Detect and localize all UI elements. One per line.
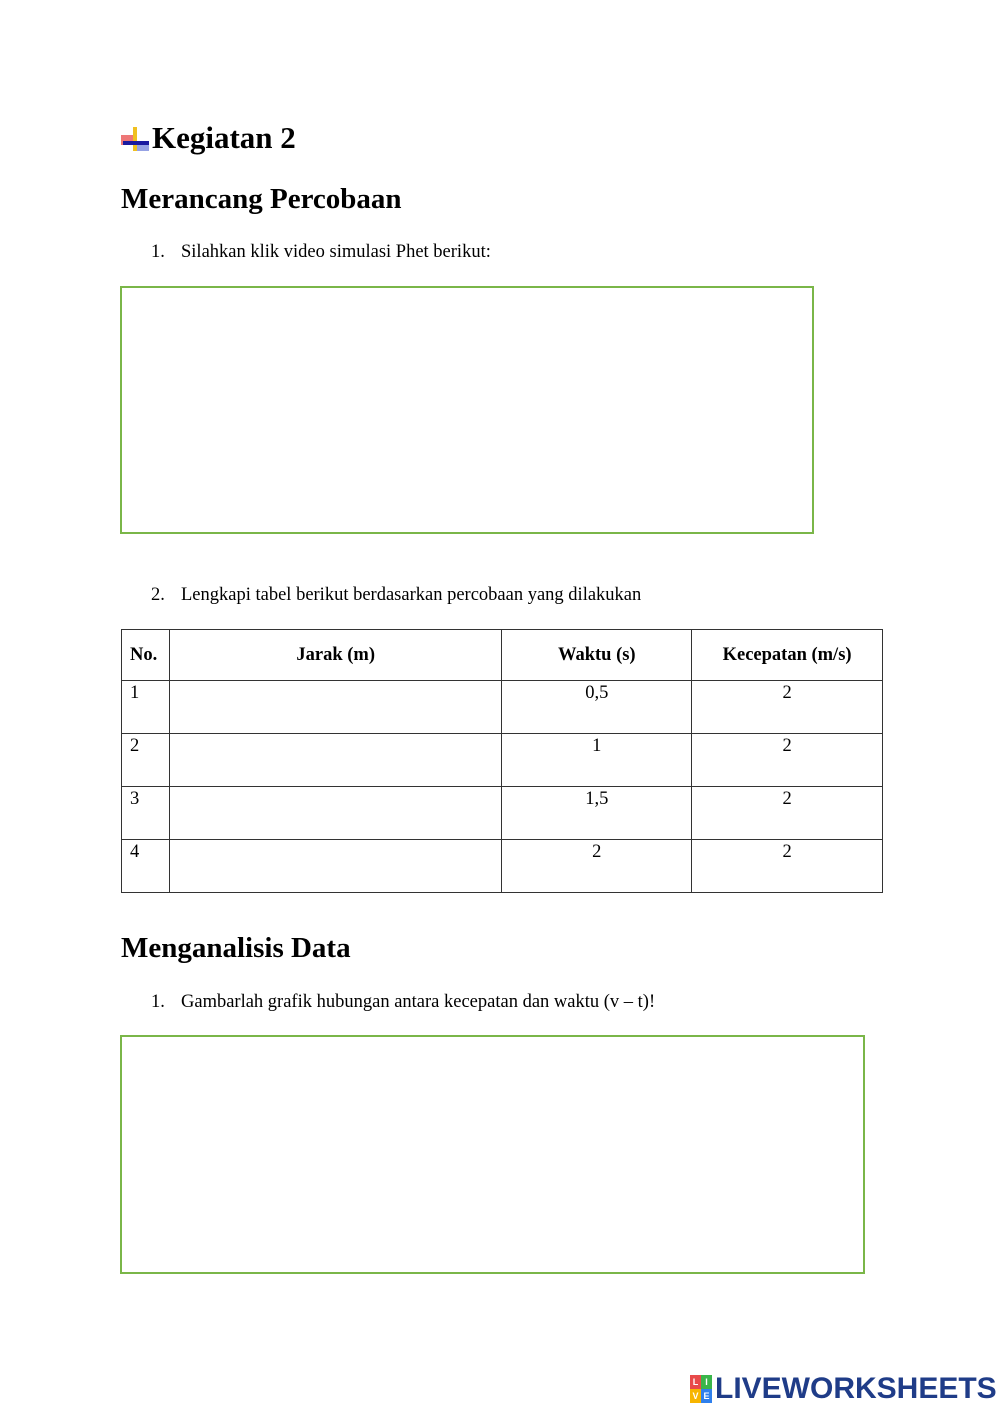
cell-waktu: 2 — [502, 840, 692, 893]
section-title-menganalisis: Menganalisis Data — [121, 932, 351, 964]
section-title-merancang: Merancang Percobaan — [121, 183, 402, 215]
cross-bullet-icon — [121, 123, 151, 153]
table-row — [122, 681, 883, 734]
cell-waktu: 0,5 — [502, 681, 692, 734]
cell-jarak-input[interactable] — [169, 787, 501, 840]
logo-letter: I — [701, 1375, 712, 1389]
cell-no: 1 — [122, 681, 170, 734]
item-number: 2. — [151, 585, 165, 605]
header-jarak: Jarak (m) — [169, 630, 501, 681]
logo-letter: E — [701, 1389, 712, 1403]
cell-jarak-input[interactable] — [169, 840, 501, 893]
header-kecepatan: Kecepatan (m/s) — [692, 630, 883, 681]
cell-no: 4 — [122, 840, 170, 893]
cell-no: 3 — [122, 787, 170, 840]
header-no: No. — [122, 630, 170, 681]
table-header-row — [122, 630, 883, 681]
cell-no: 2 — [122, 734, 170, 787]
item-text: Lengkapi tabel berikut berdasarkan percobaan yang dilakukan — [181, 585, 642, 605]
liveworksheets-logo — [690, 1372, 997, 1406]
data-table — [121, 629, 883, 893]
cell-kecepatan: 2 — [692, 787, 883, 840]
item-text: Gambarlah grafik hubungan antara kecepatan dan waktu (v – t)! — [181, 992, 656, 1012]
cell-kecepatan: 2 — [692, 681, 883, 734]
logo-letter: V — [690, 1389, 701, 1403]
cell-jarak-input[interactable] — [169, 734, 501, 787]
heading-title: Kegiatan 2 — [152, 120, 296, 155]
header-waktu: Waktu (s) — [502, 630, 692, 681]
item-number: 1. — [151, 242, 165, 262]
table-row — [122, 840, 883, 893]
item-text: Silahkan klik video simulasi Phet berikut: — [181, 242, 491, 262]
logo-mark-icon — [690, 1375, 712, 1403]
page-heading — [121, 120, 296, 156]
logo-letter: L — [690, 1375, 701, 1389]
cell-kecepatan: 2 — [692, 840, 883, 893]
item-number: 1. — [151, 992, 165, 1012]
cell-jarak-input[interactable] — [169, 681, 501, 734]
video-embed-box[interactable] — [120, 286, 814, 534]
cell-waktu: 1,5 — [502, 787, 692, 840]
cell-kecepatan: 2 — [692, 734, 883, 787]
table-row — [122, 787, 883, 840]
table-row — [122, 734, 883, 787]
logo-text: LIVEWORKSHEETS — [715, 1372, 997, 1405]
graph-drawing-box[interactable] — [120, 1035, 865, 1274]
cell-waktu: 1 — [502, 734, 692, 787]
